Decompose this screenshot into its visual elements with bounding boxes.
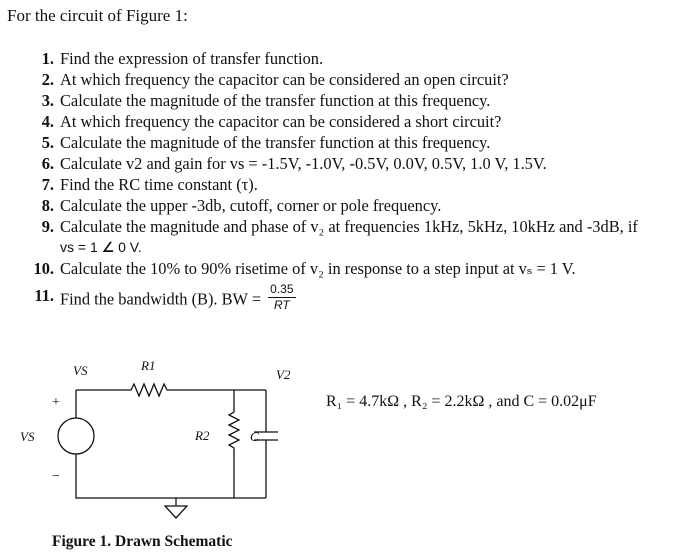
- plus-sign: +: [52, 395, 60, 410]
- question-number: 3.: [41, 91, 54, 110]
- question-text: Calculate the 10% to 90% risetime of v₂ in response to a step input at vₛ = 1 V.: [60, 259, 576, 278]
- angle-symbol: ∠: [101, 239, 115, 255]
- question-item: [28, 195, 696, 216]
- question-text-block: [60, 216, 696, 258]
- question-item: [28, 48, 696, 69]
- and-word: and: [496, 393, 520, 410]
- top-wire: [76, 384, 266, 396]
- component-values: [326, 393, 597, 411]
- question-number: 11.: [34, 286, 54, 305]
- question-item: [28, 258, 696, 279]
- r1-value: R₁ = 4.7kΩ ,: [326, 393, 408, 410]
- question-text: Calculate the upper -3db, cutoff, corner or pole frequency.: [60, 196, 442, 215]
- vs-phasor-suffix: 0 V.: [114, 239, 142, 255]
- question-number: 2.: [41, 70, 54, 89]
- question-item: [28, 90, 696, 111]
- r2-value: R₂ = 2.2kΩ ,: [411, 393, 493, 410]
- question-number: 9.: [41, 217, 54, 236]
- capacitor-symbol: [254, 390, 278, 498]
- v2-label: V2: [276, 367, 291, 382]
- vs-top-label: VS: [73, 363, 88, 378]
- question-list: [28, 48, 696, 316]
- question-number: 7.: [41, 175, 54, 194]
- r2-label: R2: [195, 428, 210, 443]
- question-number: 5.: [41, 133, 54, 152]
- question-item: [28, 174, 696, 195]
- c-label: C: [250, 429, 259, 444]
- question-text: Calculate the magnitude of the transfer function at this frequency.: [60, 91, 491, 110]
- bandwidth-fraction: [268, 282, 295, 313]
- c-value: C = 0.02μF: [523, 393, 597, 410]
- vs-phasor-prefix: vs = 1: [60, 239, 102, 255]
- circuit-schematic: [0, 340, 320, 530]
- question-text: Calculate the magnitude and phase of v₂ at frequencies 1kHz, 5kHz, 10kHz and -3dB, if: [60, 217, 638, 236]
- question-text: Calculate v2 and gain for vs = -1.5V, -1.0V, -0.5V, 0.0V, 0.5V, 1.0 V, 1.5V.: [60, 154, 547, 173]
- question-number: 6.: [41, 154, 54, 173]
- minus-sign: −: [52, 469, 60, 484]
- ground-symbol: [165, 498, 187, 518]
- r2-resistor-symbol: [229, 390, 239, 498]
- question-number: 8.: [41, 196, 54, 215]
- question-number: 10.: [33, 259, 54, 278]
- source-label: VS: [20, 429, 35, 444]
- question-item: [28, 69, 696, 90]
- question-number: 1.: [41, 49, 54, 68]
- question-text: Find the bandwidth (B). BW =: [60, 289, 266, 309]
- question-item: [28, 132, 696, 153]
- question-text-block: [60, 282, 696, 316]
- question-item: [28, 282, 696, 316]
- r1-label: R1: [141, 358, 156, 373]
- question-text: At which frequency the capacitor can be considered a short circuit?: [60, 112, 502, 131]
- question-continuation: [60, 237, 696, 258]
- fraction-denominator: RT: [273, 298, 290, 312]
- question-item: [28, 153, 696, 174]
- question-number: 4.: [41, 112, 54, 131]
- question-text: At which frequency the capacitor can be considered an open circuit?: [60, 70, 509, 89]
- voltage-source-symbol: [58, 418, 94, 454]
- intro-text: For the circuit of Figure 1:: [7, 6, 188, 25]
- question-text: Find the RC time constant (τ).: [60, 175, 258, 194]
- figure-caption: Figure 1. Drawn Schematic: [52, 533, 233, 550]
- question-item: [28, 111, 696, 132]
- source-bottom-wire: [76, 454, 266, 498]
- question-item: [28, 216, 696, 258]
- question-text: Calculate the magnitude of the transfer function at this frequency.: [60, 133, 491, 152]
- fraction-numerator: 0.35: [270, 282, 294, 296]
- question-text: Find the expression of transfer function.: [60, 49, 324, 68]
